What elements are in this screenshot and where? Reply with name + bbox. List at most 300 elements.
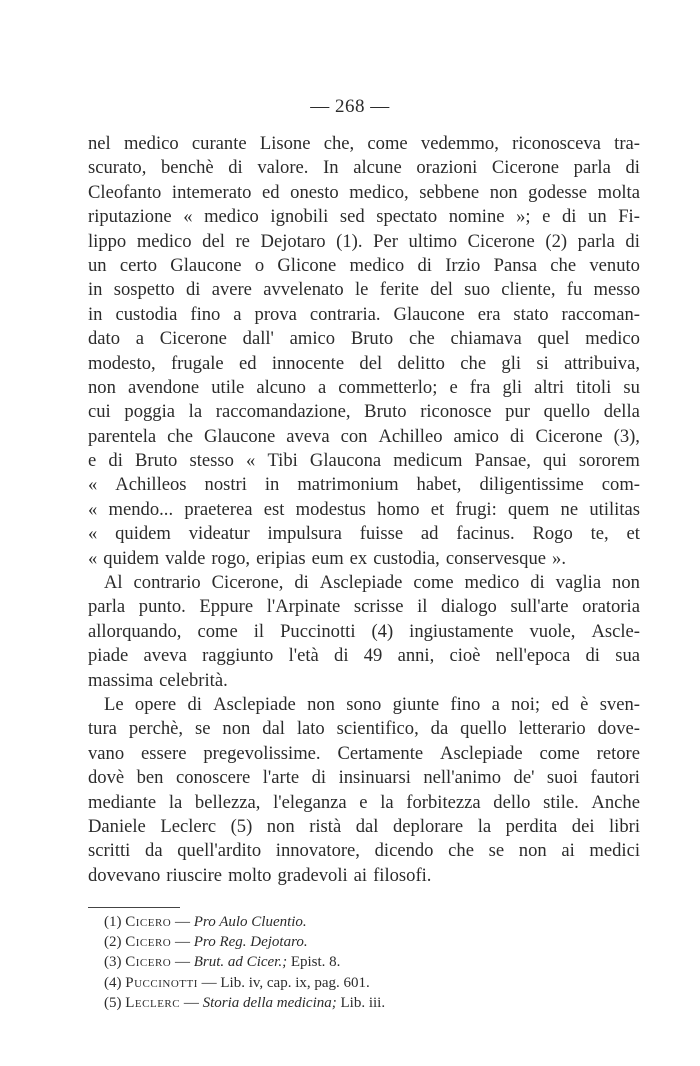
text-line (88, 254, 640, 278)
word: a (317, 376, 327, 398)
word: la (380, 791, 394, 813)
text-line (88, 498, 640, 522)
word: dialogo (441, 596, 497, 618)
footnote-rule (88, 907, 180, 908)
word: cliente, (501, 279, 556, 301)
word: retore (596, 742, 640, 764)
word: a (491, 693, 500, 715)
page-number: — 268 — (310, 96, 390, 117)
word: (2) (545, 230, 568, 252)
word: quem (507, 498, 550, 520)
word: ». (552, 547, 566, 569)
footnote-dash: — (175, 914, 191, 930)
word: nel (88, 133, 111, 154)
footnote-number: (2) (104, 934, 122, 951)
word: medicum (393, 450, 463, 472)
word: intemerato (171, 181, 252, 203)
word: (1). (336, 230, 363, 252)
word: avvelenato (263, 279, 344, 301)
word: 49 (363, 645, 383, 667)
footnote (104, 932, 604, 952)
word: est (263, 498, 285, 520)
word: le (355, 279, 369, 301)
word: quidem (115, 523, 171, 545)
word: forbitezza (406, 791, 481, 813)
word: Cleofanto (88, 181, 162, 203)
word: vaglia (555, 572, 602, 594)
word: il (253, 620, 265, 642)
word: riconosceva (512, 133, 601, 154)
word: matrimonium (297, 474, 399, 496)
word: sebbene (419, 181, 480, 203)
footnote-number: (5) (104, 994, 122, 1011)
word: Bruto (134, 450, 178, 472)
word: Bruto (350, 328, 394, 350)
word: Fi- (618, 206, 640, 228)
word: come (413, 572, 454, 594)
text-line (88, 742, 640, 766)
text-line (88, 571, 640, 595)
word: Achilleos (115, 474, 187, 496)
word: molta (597, 181, 640, 203)
word: conoscere (175, 767, 251, 789)
word: ferite (379, 279, 419, 301)
text-line (88, 132, 640, 156)
footnote-number: (3) (104, 954, 122, 971)
word: parla (573, 157, 611, 179)
footnote-number: (1) (104, 914, 122, 930)
word: che, (323, 133, 355, 154)
text-line (88, 839, 640, 863)
word: filosofi. (373, 864, 432, 886)
word: quidem (103, 547, 160, 569)
word: non (612, 572, 640, 594)
word: bellezza, (194, 791, 261, 813)
word: prova (254, 303, 297, 325)
text-line (88, 303, 640, 327)
word: commetterlo; (338, 376, 438, 398)
footnote-dash: — (175, 934, 191, 951)
footnote-author: Cicero (125, 914, 172, 930)
word: ben (136, 767, 164, 789)
word: Pansa (493, 254, 537, 276)
word: da (145, 840, 163, 862)
word: Per (373, 230, 398, 252)
word: che (448, 840, 474, 862)
word: habet, (416, 474, 462, 496)
word: dei (571, 815, 595, 837)
word: (3), (613, 425, 640, 447)
word: su (623, 376, 640, 398)
text-line (88, 766, 640, 790)
word: benchè (160, 157, 214, 179)
word: era (477, 303, 501, 325)
word: titoli (576, 376, 612, 398)
word: ignobili (270, 206, 329, 228)
word: Glaucone (170, 254, 242, 276)
word: raccomandazione, (215, 401, 351, 423)
word: fautori (590, 767, 640, 789)
word: è (580, 693, 589, 715)
word: parla (88, 596, 126, 618)
word: contrario (133, 572, 201, 594)
word: Al (104, 572, 123, 594)
text-line (88, 181, 640, 205)
word: se (194, 718, 211, 740)
word: del (359, 352, 383, 374)
word: Le (104, 693, 124, 715)
word: scrisse (353, 596, 404, 618)
word: non (266, 815, 295, 837)
word: curante (191, 133, 247, 154)
word: di (294, 572, 309, 594)
word: in (88, 279, 103, 301)
word: perdita (505, 815, 558, 837)
footnote-work: Storia della medicina; (202, 994, 337, 1011)
word: suoi (546, 767, 578, 789)
word: In (323, 157, 339, 179)
text-line (88, 278, 640, 302)
word: utile (211, 376, 245, 398)
word: ai (353, 864, 368, 886)
word: messo (593, 279, 640, 301)
word: ad (420, 523, 439, 545)
word: di (417, 254, 432, 276)
word: giunte (392, 693, 440, 715)
footnote-author: Cicero (125, 954, 172, 971)
word: un (588, 206, 607, 228)
word: con (340, 425, 368, 447)
word: com- (601, 474, 640, 496)
footnote-dash: — (201, 974, 217, 991)
word: dal (355, 815, 379, 837)
word: utilitas (589, 498, 640, 520)
word: amico (289, 328, 336, 350)
word: di (625, 230, 640, 252)
text-line (88, 620, 640, 644)
word: re (235, 230, 250, 252)
footnote-author: Cicero (125, 934, 172, 951)
word: scientifico, (336, 718, 419, 740)
word: l'età (288, 645, 319, 667)
word: aveva (286, 425, 330, 447)
word: avere (211, 279, 252, 301)
word: insinuarsi (338, 767, 411, 789)
word: riconosce (420, 401, 492, 423)
word: dello (493, 791, 531, 813)
word: la (188, 401, 203, 423)
word: come (367, 133, 408, 154)
word: libri (609, 815, 640, 837)
word: di (530, 572, 545, 594)
word: ai (561, 840, 575, 862)
word: alcuno (256, 376, 306, 398)
word: sven- (599, 693, 640, 715)
word: ed (238, 352, 257, 374)
word: nell'animo (423, 767, 502, 789)
word: Irzio (445, 254, 481, 276)
word: valore. (257, 157, 309, 179)
word: te, (590, 523, 609, 545)
word: eripias (256, 547, 306, 569)
word: nostri (204, 474, 247, 496)
word: de' (513, 767, 535, 789)
word: un (88, 254, 107, 276)
word: medico (464, 572, 520, 594)
footnote-dash: — (183, 994, 199, 1011)
footnote-reference: Lib. iv, cap. ix, pag. 601. (220, 974, 370, 991)
word: Daniele (88, 815, 146, 837)
text-line (88, 547, 640, 571)
word: come (197, 620, 238, 642)
word: venuto (589, 254, 640, 276)
word: di (185, 279, 201, 301)
word: onesto (290, 181, 339, 203)
word: Ascle- (591, 620, 640, 642)
word: da (430, 718, 449, 740)
word: spectato (376, 206, 438, 228)
body-text (88, 132, 640, 888)
word: fino (450, 693, 481, 715)
word: « (88, 547, 98, 569)
word: cioè (449, 645, 481, 667)
word: poggia (124, 401, 175, 423)
word: aveva (143, 645, 187, 667)
word: medico, (349, 181, 409, 203)
word: medico (123, 133, 179, 154)
word: vuole, (529, 620, 576, 642)
word: dovè (88, 767, 125, 789)
footnote (104, 973, 604, 993)
word: che (460, 352, 487, 374)
word: (5) (230, 815, 253, 837)
word: tura (88, 718, 117, 740)
word: Asclepiade (440, 742, 523, 764)
word: stesso (189, 450, 234, 472)
text-line (88, 693, 640, 717)
word: dall' (242, 328, 274, 350)
text-line (88, 522, 640, 546)
word: eum (311, 547, 344, 569)
word: Glaucone (203, 425, 276, 447)
word: ultimo (408, 230, 458, 252)
word: quell'ardito (177, 840, 262, 862)
word: godesse (528, 181, 588, 203)
text-line (88, 449, 640, 473)
word: raggiunto (202, 645, 274, 667)
word: a (135, 328, 145, 350)
word: che (550, 254, 577, 276)
word: lippo (88, 230, 127, 252)
word: diligentissime (479, 474, 584, 496)
word: scritti (88, 840, 131, 862)
word: vedemmo, (420, 133, 499, 154)
word: Cicerone (467, 230, 535, 252)
word: custodia (115, 303, 178, 325)
word: della (603, 401, 640, 423)
word: a (233, 303, 242, 325)
text-line (88, 205, 640, 229)
word: Cicerone (159, 328, 227, 350)
word: di (187, 693, 202, 715)
word: qui (543, 450, 567, 472)
word: in (88, 303, 103, 325)
word: quel (537, 328, 570, 350)
word: fino (190, 303, 221, 325)
word: attribuiva, (564, 352, 640, 374)
text-line (88, 864, 640, 888)
text-line (88, 376, 640, 400)
word: custodia, (373, 547, 440, 569)
footnote-author: Puccinotti (125, 974, 198, 991)
word: celebrità. (159, 669, 228, 691)
word: nell'epoca (495, 645, 571, 667)
word: non (88, 376, 116, 398)
footnote-work: Pro Aulo Cluentio. (193, 914, 307, 930)
word: « (183, 206, 193, 228)
word: et (430, 498, 445, 520)
word: di (510, 425, 525, 447)
word: allorquando, (88, 620, 182, 642)
word: (4) (371, 620, 394, 642)
word: se (488, 840, 505, 862)
word: opere (134, 693, 177, 715)
word: certo (119, 254, 158, 276)
text-line (88, 352, 640, 376)
word: altri (534, 376, 565, 398)
text-line (88, 717, 640, 741)
text-line (88, 815, 640, 839)
word: parentela (88, 425, 157, 447)
word: l'eleganza (273, 791, 347, 813)
word: homo (377, 498, 420, 520)
word: delitto (397, 352, 445, 374)
word: non (489, 181, 518, 203)
word: praeterea (184, 498, 253, 520)
word: impulsura (267, 523, 342, 545)
word: Anche (591, 791, 640, 813)
word: mendo... (108, 498, 174, 520)
text-line (88, 156, 640, 180)
word: in (264, 474, 280, 496)
word: « (88, 498, 98, 520)
word: di (625, 157, 640, 179)
word: videatur (188, 523, 250, 545)
word: « (88, 474, 98, 496)
word: mediante (88, 791, 157, 813)
word: Glaucone (393, 303, 465, 325)
word: riuscire (166, 864, 223, 886)
word: gli (501, 352, 522, 374)
word: del (202, 230, 225, 252)
word: come (539, 742, 580, 764)
word: piade (88, 645, 129, 667)
word: Eppure (199, 596, 254, 618)
word: « (88, 523, 98, 545)
word: lato (296, 718, 325, 740)
word: conservesque (445, 547, 547, 569)
footnote-author: Leclerc (125, 994, 181, 1011)
word: raccoman- (561, 303, 640, 325)
word: Cicerone (535, 425, 603, 447)
word: pregevolissime. (203, 742, 321, 764)
word: quello (460, 718, 507, 740)
word: « (246, 450, 256, 472)
word: gradevoli (277, 864, 348, 886)
word: e (359, 791, 368, 813)
footnote (104, 952, 604, 972)
word: riputazione (88, 206, 172, 228)
footnotes (104, 912, 604, 1013)
word: oratoria (582, 596, 640, 618)
word: innocente (271, 352, 345, 374)
footnote-number: (4) (104, 974, 122, 991)
footnote (104, 912, 604, 932)
word: modestus (295, 498, 366, 520)
word: valde (165, 547, 206, 569)
word: Cicerone (491, 157, 560, 179)
word: l'Arpinate (266, 596, 341, 618)
word: deplorare (392, 815, 464, 837)
word: Asclepiade (319, 572, 403, 594)
footnote-dash: — (175, 954, 191, 971)
word: amico (453, 425, 499, 447)
word: letterario (518, 718, 586, 740)
word: orazioni (416, 157, 478, 179)
word: sua (615, 645, 640, 667)
word: che (167, 425, 193, 447)
word: medico (349, 254, 405, 276)
word: o (254, 254, 265, 276)
word: ed (262, 181, 280, 203)
word: anni, (397, 645, 435, 667)
word: essere (141, 742, 187, 764)
word: Cicerone, (211, 572, 284, 594)
word: innovatore, (275, 840, 360, 862)
word: dato (88, 328, 121, 350)
word: Tibi (267, 450, 298, 472)
text-line (88, 644, 640, 668)
footnote-work: Brut. ad Cicer.; (193, 954, 288, 971)
word: Puccinotti (280, 620, 356, 642)
word: fu (566, 279, 583, 301)
word: »; (516, 206, 531, 228)
text-line (88, 791, 640, 815)
word: noi; (511, 693, 541, 715)
word: rogo, (211, 547, 251, 569)
word: Asclepiade (213, 693, 296, 715)
text-line (88, 230, 640, 254)
word: Achilleo (378, 425, 443, 447)
word: e (88, 450, 97, 472)
word: Glaucona (309, 450, 382, 472)
word: che (408, 328, 435, 350)
word: scurato, (88, 157, 147, 179)
word: sull'arte (510, 596, 569, 618)
word: cui (88, 401, 111, 423)
word: frugi: (455, 498, 497, 520)
word: non (222, 718, 251, 740)
footnote-work: Pro Reg. Dejotaro. (193, 934, 308, 951)
word: parla (577, 230, 615, 252)
word: la (168, 791, 183, 813)
word: Dejotaro (260, 230, 326, 252)
word: ne (560, 498, 579, 520)
word: nomine (448, 206, 505, 228)
word: di (228, 157, 243, 179)
word: molto (228, 864, 272, 886)
word: Glicone (277, 254, 337, 276)
